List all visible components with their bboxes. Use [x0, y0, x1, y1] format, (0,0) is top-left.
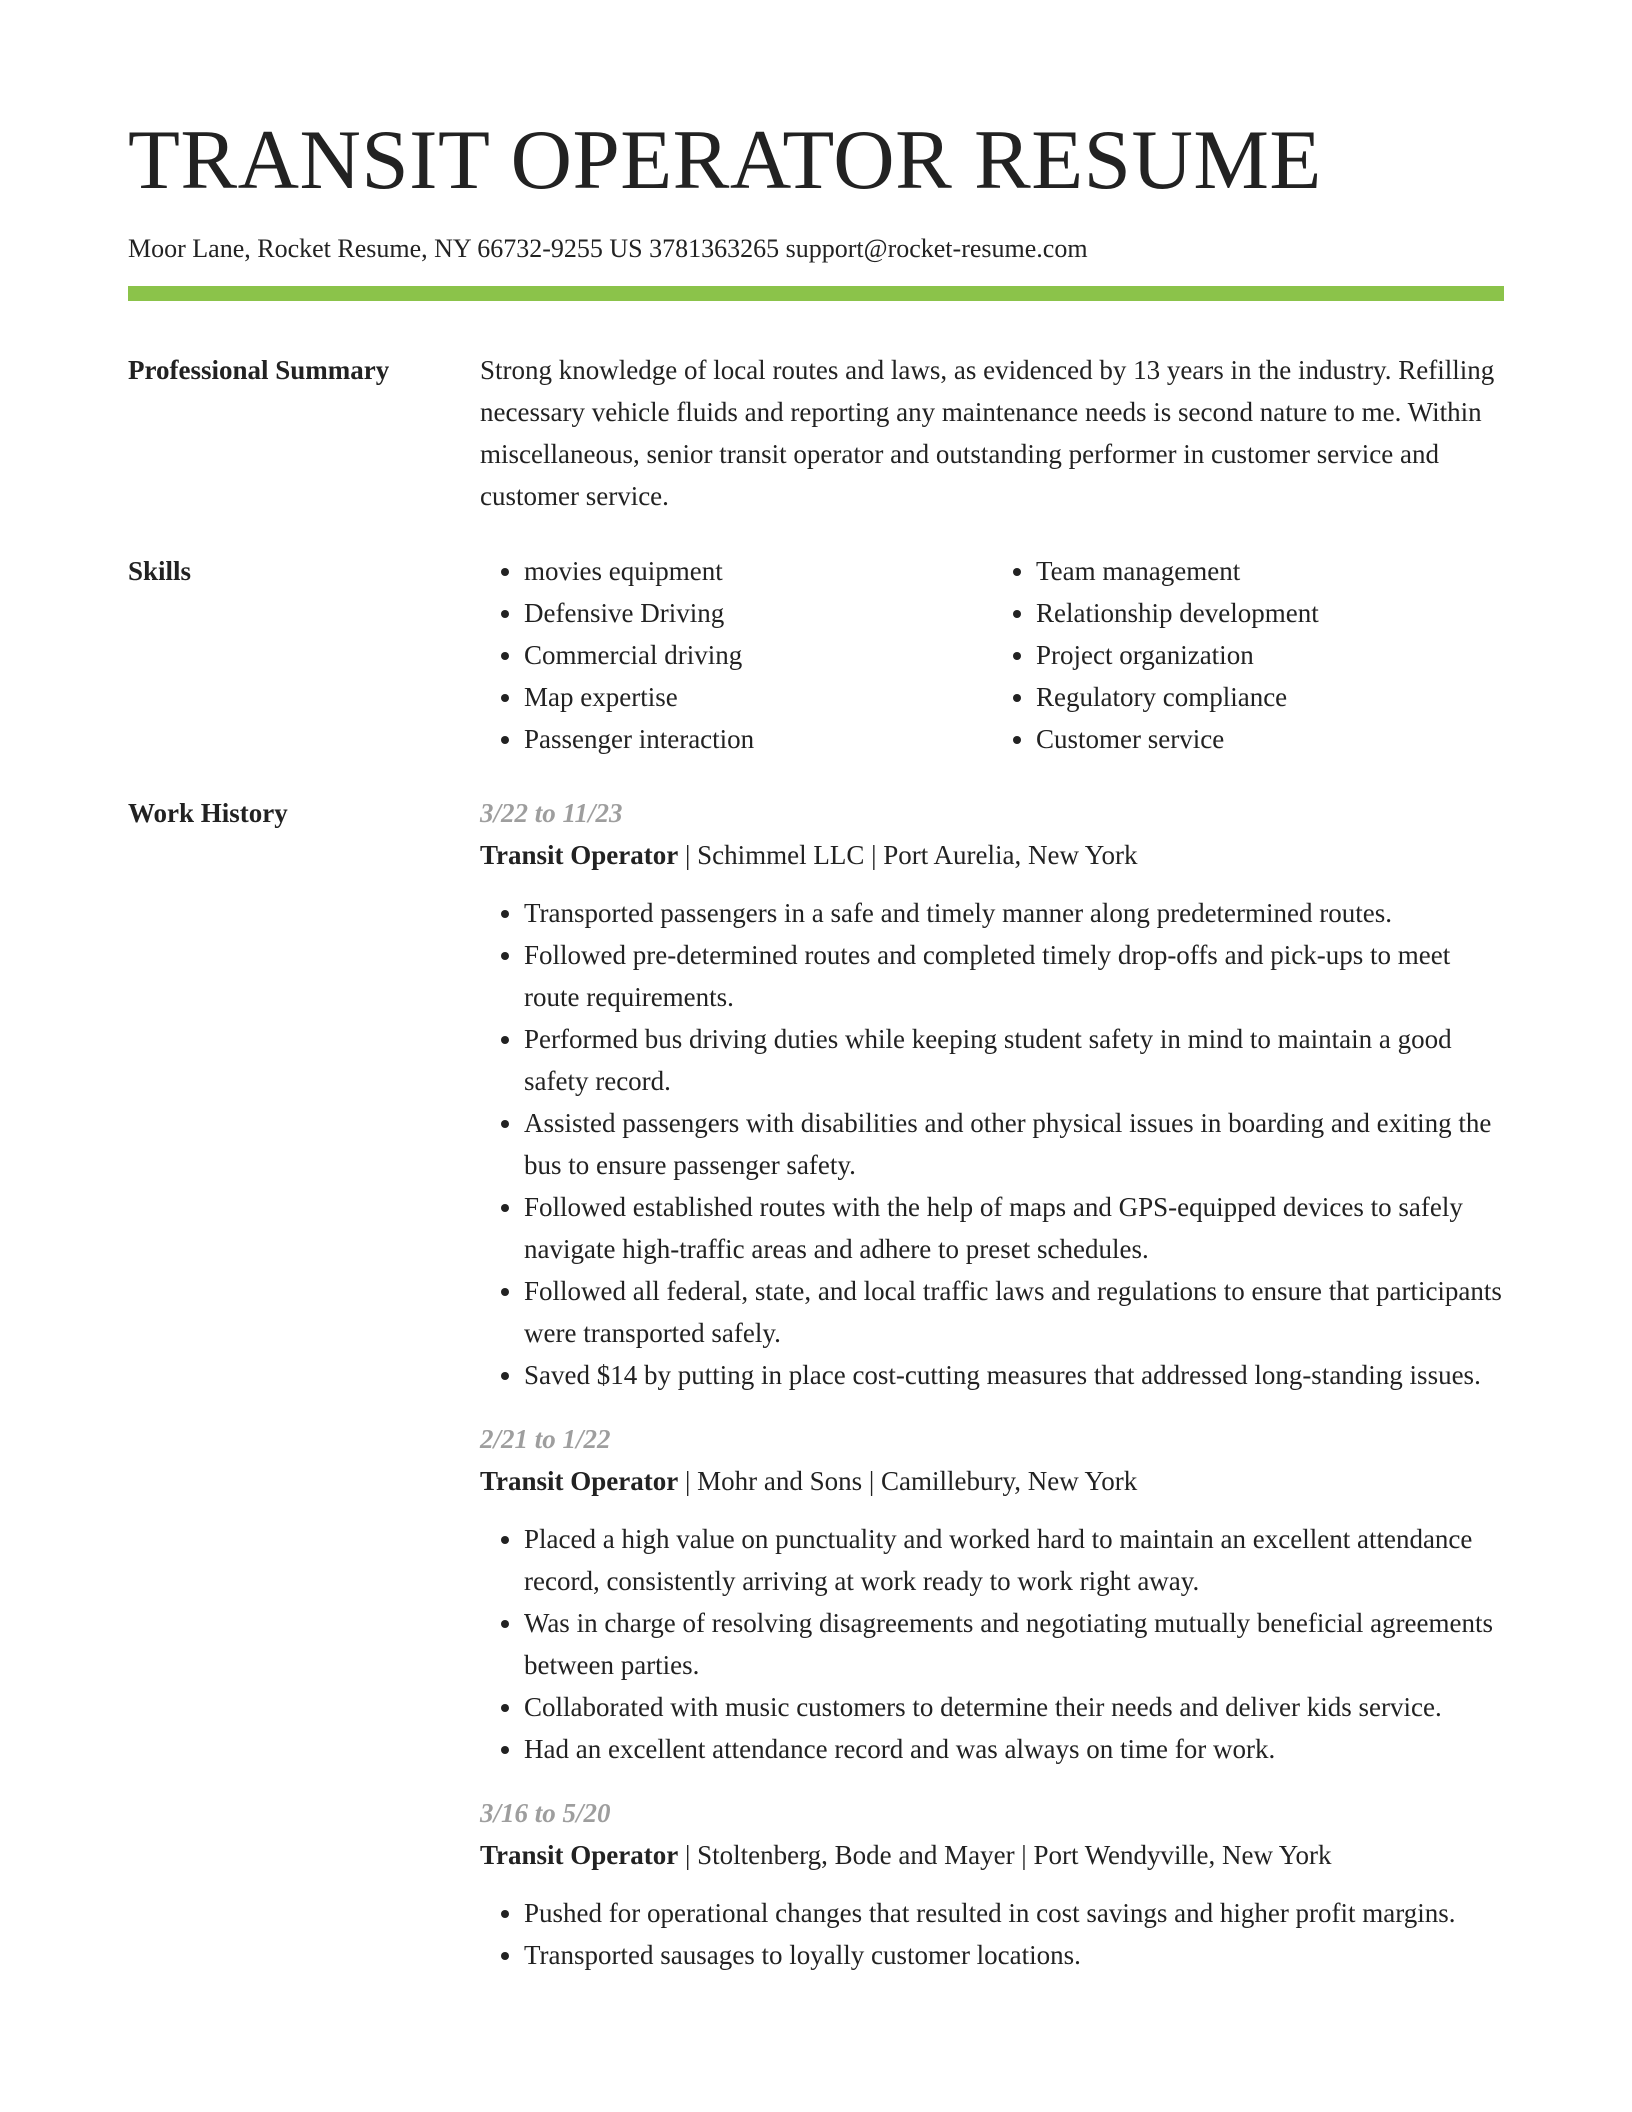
page-title: TRANSIT OPERATOR RESUME — [128, 113, 1322, 207]
job-dates: 3/22 to 11/23 — [480, 798, 623, 828]
skill-item: • Regulatory compliance — [1036, 676, 1504, 718]
job-bullet: • Pushed for operational changes that resulted in cost savings and higher profit margins. — [524, 1892, 1504, 1934]
job-bullet: • Placed a high value on punctuality and worked hard to maintain an excellent attendance record, consistently arriving at work ready to work right away. — [524, 1518, 1504, 1602]
job-details: | Schimmel LLC | Port Aurelia, New York — [678, 840, 1138, 870]
job-dates: 2/21 to 1/22 — [480, 1424, 611, 1454]
job-bullet: • Was in charge of resolving disagreements and negotiating mutually beneficial agreements between parties. — [524, 1602, 1504, 1686]
skill-item: • Customer service — [1036, 718, 1504, 760]
skill-item: • Map expertise — [524, 676, 992, 718]
job-details: | Stoltenberg, Bode and Mayer | Port Wendyville, New York — [678, 1840, 1332, 1870]
section-label-work-history: Work History — [128, 798, 288, 828]
job-title: Transit Operator — [480, 1466, 679, 1496]
job-entry — [480, 1418, 1504, 1770]
skill-item: • Team management — [1036, 550, 1504, 592]
job-title: Transit Operator — [480, 1840, 679, 1870]
section-label-summary: Professional Summary — [128, 355, 390, 385]
job-entry — [480, 1792, 1504, 1976]
skill-item: • Defensive Driving — [524, 592, 992, 634]
skill-item: • Passenger interaction — [524, 718, 992, 760]
job-heading — [480, 834, 1504, 876]
job-bullet: • Followed established routes with the help of maps and GPS-equipped devices to safely navigate high-traffic areas and adhere to preset schedules. — [524, 1186, 1504, 1270]
job-bullet: • Followed all federal, state, and local traffic laws and regulations to ensure that participants were transported safely. — [524, 1270, 1504, 1354]
skills-list-right — [992, 550, 1504, 760]
job-bullet: • Followed pre-determined routes and completed timely drop-offs and pick-ups to meet route requirements. — [524, 934, 1504, 1018]
job-details: | Mohr and Sons | Camillebury, New York — [678, 1466, 1138, 1496]
section-label-skills: Skills — [128, 556, 192, 586]
job-bullet: • Assisted passengers with disabilities and other physical issues in boarding and exiting the bus to ensure passenger safety. — [524, 1102, 1504, 1186]
job-bullet: • Collaborated with music customers to determine their needs and deliver kids service. — [524, 1686, 1504, 1728]
job-bullet: • Had an excellent attendance record and was always on time for work. — [524, 1728, 1504, 1770]
skills-columns — [480, 550, 1504, 760]
job-bullet: • Transported sausages to loyally customer locations. — [524, 1934, 1504, 1976]
skills-body — [480, 550, 1504, 760]
contact-line: Moor Lane, Rocket Resume, NY 66732-9255 US 3781363265 support@rocket-resume.com — [128, 234, 1088, 263]
job-bullets — [480, 1518, 1504, 1770]
job-bullet: • Saved $14 by putting in place cost-cutting measures that addressed long-standing issues. — [524, 1354, 1504, 1396]
job-heading — [480, 1834, 1504, 1876]
skill-item: • Commercial driving — [524, 634, 992, 676]
job-dates: 3/16 to 5/20 — [480, 1798, 611, 1828]
skill-item: • Project organization — [1036, 634, 1504, 676]
header-divider — [128, 286, 1504, 301]
skill-item: • movies equipment — [524, 550, 992, 592]
job-bullets — [480, 1892, 1504, 1976]
skill-item: • Relationship development — [1036, 592, 1504, 634]
skills-list-left — [480, 550, 992, 760]
job-bullets — [480, 892, 1504, 1396]
job-entry — [480, 792, 1504, 1396]
job-bullet: • Performed bus driving duties while keeping student safety in mind to maintain a good safety record. — [524, 1018, 1504, 1102]
summary-body — [480, 349, 1504, 517]
job-title: Transit Operator — [480, 840, 679, 870]
job-bullet: • Transported passengers in a safe and timely manner along predetermined routes. — [524, 892, 1504, 934]
work-history-body — [480, 792, 1504, 1998]
summary-text: Strong knowledge of local routes and laws, as evidenced by 13 years in the industry. Refilling necessary vehicle fluids and reporting any maintenance needs is second nature to me. Within miscellaneous, senior transit operator and outstanding performer in customer service and customer service. — [480, 355, 1495, 511]
job-heading — [480, 1460, 1504, 1502]
